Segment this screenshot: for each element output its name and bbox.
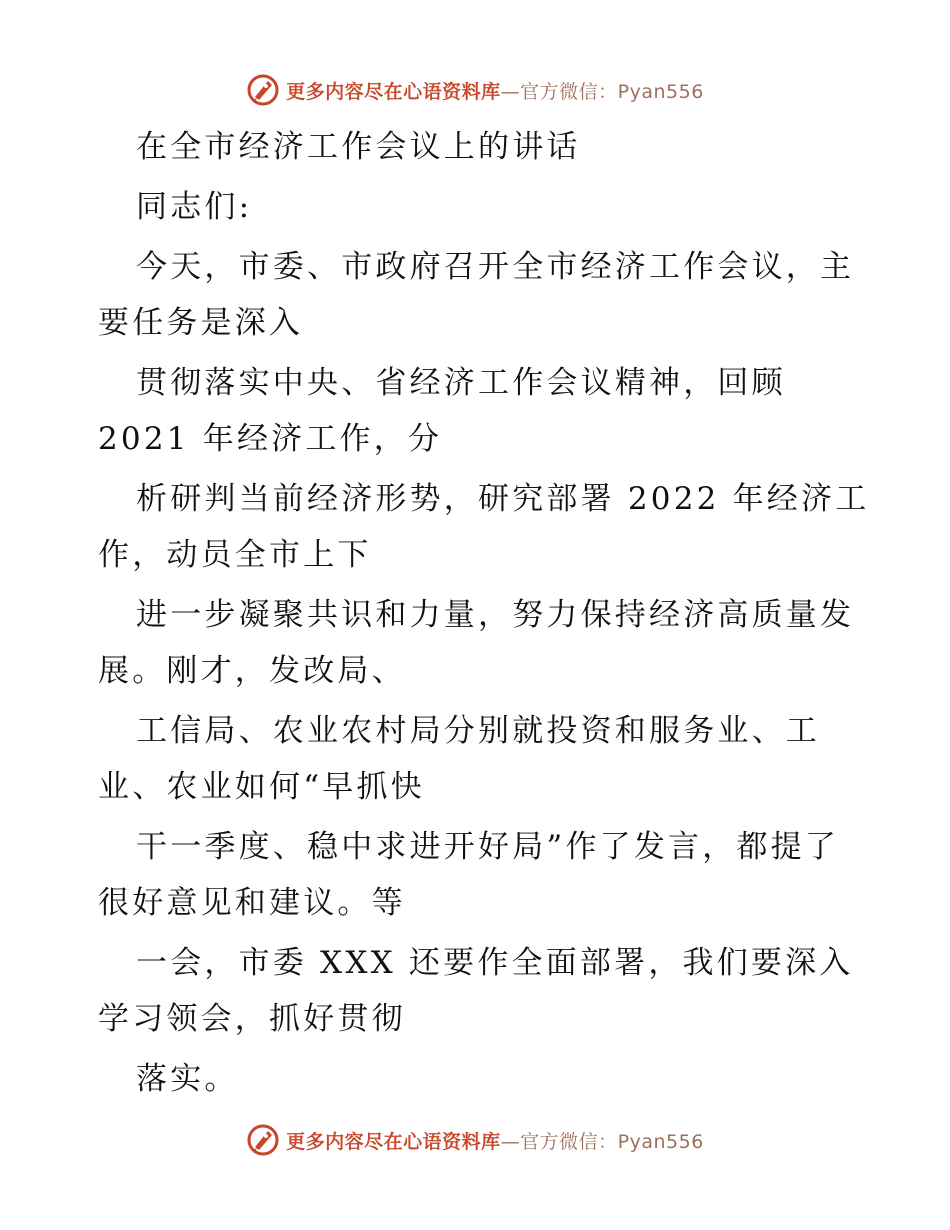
salutation: 同志们:	[136, 189, 253, 225]
text-line: 析研判当前经济形势，研究部署 2022 年经济工	[136, 481, 870, 517]
document-title: 在全市经济工作会议上的讲话	[136, 129, 581, 165]
text-line: 学习领会，抓好贯彻	[98, 1001, 406, 1037]
text-line: 贯彻落实中央、省经济工作会议精神，回顾	[136, 365, 786, 401]
text-line: 业、农业如何“早抓快	[98, 769, 425, 805]
text-line: 很好意见和建议。等	[98, 885, 406, 921]
header-watermark-banner	[0, 70, 950, 110]
text-line: 干一季度、稳中求进开好局”作了发言，都提了	[136, 829, 840, 865]
watermark-text	[286, 1127, 704, 1154]
pen-nib-logo-icon	[246, 73, 280, 107]
pen-nib-logo-icon	[246, 1123, 280, 1157]
footer-watermark-banner	[0, 1120, 950, 1160]
text-line: 要任务是深入	[98, 305, 304, 341]
text-line: 一会，市委 XXX 还要作全面部署，我们要深入	[136, 945, 854, 981]
text-line: 今天，市委、市政府召开全市经济工作会议，主	[136, 249, 855, 285]
text-line: 进一步凝聚共识和力量，努力保持经济高质量发	[136, 597, 855, 633]
watermark-text	[286, 77, 704, 104]
watermark-contact: —官方微信：Pyan556	[500, 80, 704, 103]
text-line: 2021 年经济工作，分	[98, 421, 443, 457]
watermark-lead: 更多内容尽在心语资料库	[286, 1130, 501, 1153]
text-line: 工信局、农业农村局分别就投资和服务业、工	[136, 713, 820, 749]
text-line: 落实。	[136, 1061, 239, 1097]
text-line: 展。刚才，发改局、	[98, 653, 406, 689]
text-line: 作，动员全市上下	[98, 537, 372, 573]
watermark-lead: 更多内容尽在心语资料库	[286, 80, 501, 103]
watermark-contact: —官方微信：Pyan556	[500, 1130, 704, 1153]
